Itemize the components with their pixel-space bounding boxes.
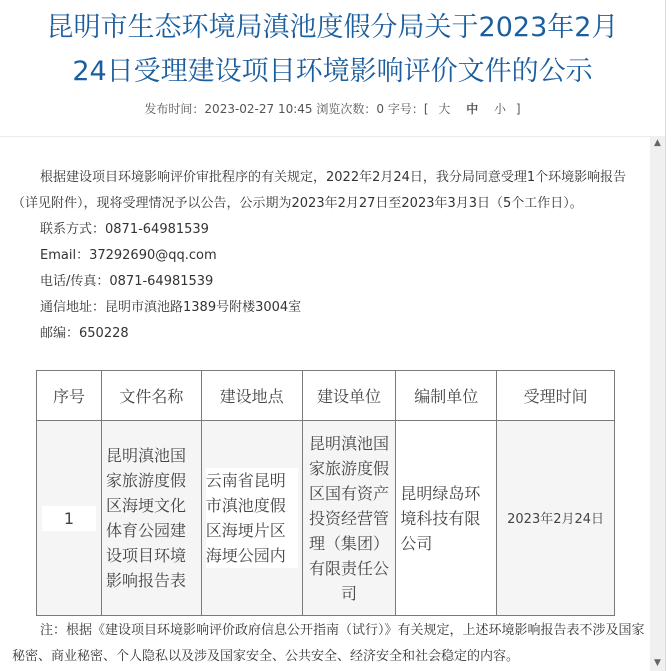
cell-builder [302,421,396,616]
preparer-value: 昆明绿岛环境科技有限公司 [400,481,492,556]
meta-info: 发布时间：2023-02-27 10:45 浏览次数：0 字号：[ [144,102,429,116]
table-header-row [37,371,615,421]
email-line: Email：37292690@qq.com [40,248,217,263]
contact-line: 联系方式：0871-64981539 [40,222,209,237]
article-content [0,137,650,671]
location-value: 云南省昆明市滇池度假区海埂片区海埂公园内 [206,468,298,568]
cell-index [37,421,102,616]
builder-value: 昆明滇池国家旅游度假区国有资产投资经营管理（集团）有限责任公司 [308,433,389,603]
meta-bracket-close: ] [515,102,521,116]
cell-accept-date [497,421,615,616]
header-file-name: 文件名称 [101,371,201,421]
header-index: 序号 [37,371,102,421]
scroll-up-icon[interactable]: ▲ [654,138,661,148]
header-builder: 建设单位 [302,371,396,421]
title-line-2: 24日受理建设项目环境影响评价文件的公示 [72,56,593,87]
font-size-large-link[interactable]: 大 [438,102,451,116]
postcode-line: 邮编：650228 [40,326,129,341]
phone-fax-line: 电话/传真：0871-64981539 [40,274,214,289]
cell-location [201,421,302,616]
header-accept-date: 受理时间 [497,371,615,421]
title-line-1: 昆明市生态环境局滇池度假分局关于2023年2月 [46,12,619,43]
article-title [0,0,665,94]
cell-file-name [101,421,201,616]
font-size-medium-link[interactable]: 中 [466,102,479,116]
font-size-small-link[interactable]: 小 [494,102,507,116]
article-header [0,0,665,136]
intro-paragraph: 根据建设项目环境影响评价审批程序的有关规定，2022年2月24日，我分局同意受理1个环境影响报告（详见附件），现将受理情况予以公告，公示期为2023年2月27日至2023年3月3日（5个工作日）。 [12,170,627,211]
scroll-down-icon[interactable]: ▼ [654,658,661,668]
header-location: 建设地点 [201,371,302,421]
article-meta [0,100,665,118]
header-preparer: 编制单位 [396,371,497,421]
address-line: 通信地址：昆明市滇池路1389号附楼3004室 [40,300,302,315]
frame-margin [666,0,671,671]
vertical-scrollbar[interactable] [650,136,665,671]
table-row [37,421,615,616]
cell-preparer [396,421,497,616]
project-table [36,370,615,616]
file-name-value: 昆明滇池国家旅游度假区海埂文化体育公园建设项目环境影响报告表 [105,446,186,590]
disclaimer-note: 注：根据《建设项目环境影响评价政府信息公开指南（试行）》有关规定，上述环境影响报告表不涉及国家秘密、商业秘密、个人隐私以及涉及国家安全、公共安全、经济安全和社会稳定的内容。 [12,623,645,664]
index-value: 1 [42,506,96,531]
accept-date-value: 2023年2月24日 [507,511,605,527]
